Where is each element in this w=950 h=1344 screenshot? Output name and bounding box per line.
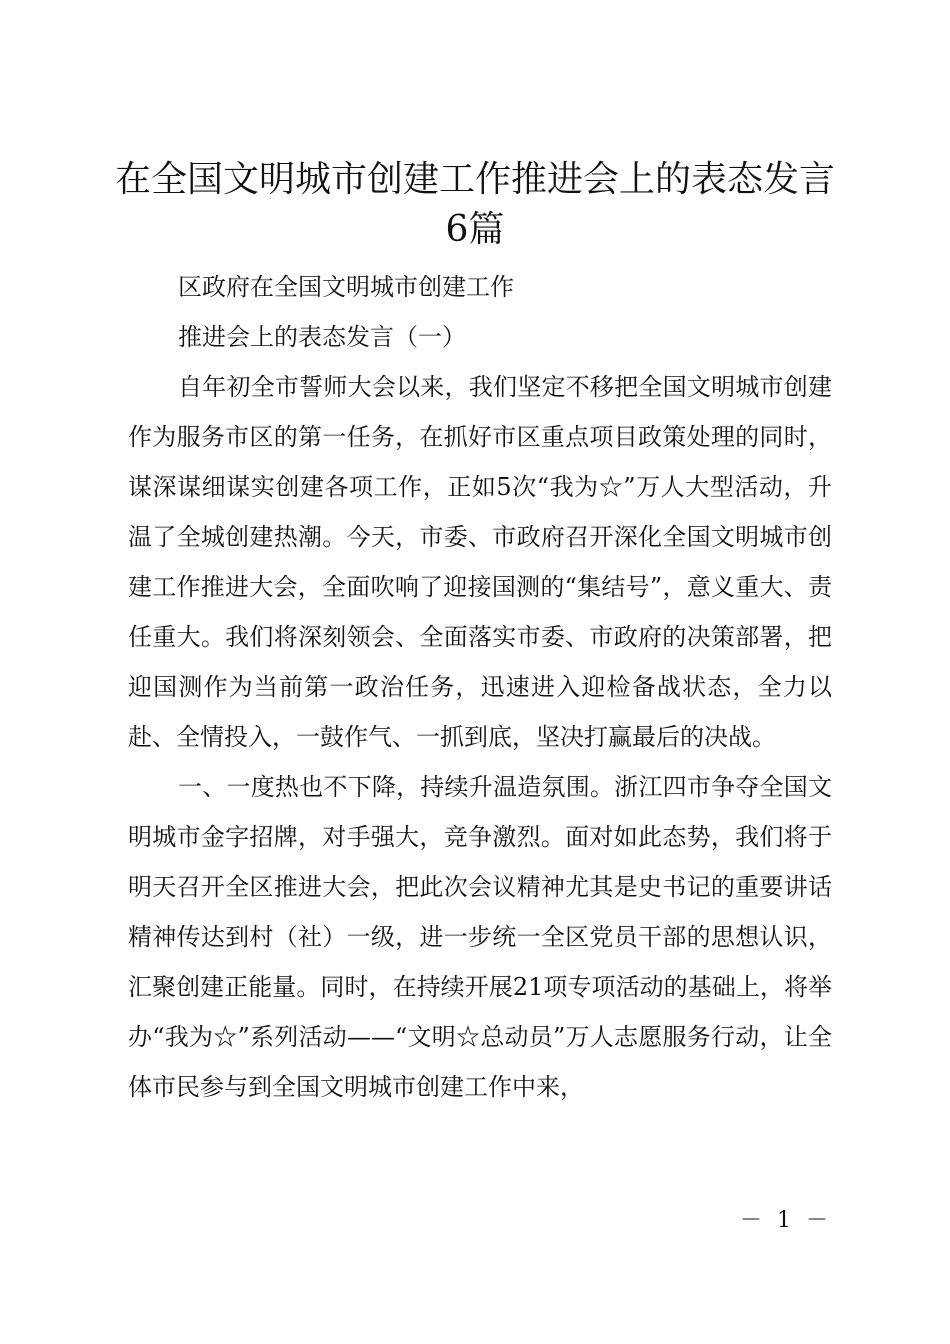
page-number: － 1 － <box>740 1208 832 1233</box>
document-title-line-2: 6篇 <box>445 209 505 250</box>
body-paragraph: 一、一度热也不下降，持续升温造氛围。浙江四市争夺全国文明城市金字招牌，对手强大，竞争激烈。面对如此态势，我们将于明天召开全区推进大会，把此次会议精神尤其是史书记的重要讲话精神传达到村（社）一级，进一步统一全区党员干部的思想认识，汇聚创建正能量。同时，在持续开展21项专项活动的基础上，将举办“我为☆”系列活动——“文明☆总动员”万人志愿服务行动，让全体市民参与到全国文明城市创建工作中来， <box>128 773 832 1101</box>
document-title-line-1: 在全国文明城市创建工作推进会上的表态发言 <box>114 159 835 200</box>
body-paragraph: 自年初全市誓师大会以来，我们坚定不移把全国文明城市创建作为服务市区的第一任务，在抓好市区重点项目政策处理的同时，谋深谋细谋实创建各项工作，正如5次“我为☆”万人大型活动，升温了全城创建热潮。今天，市委、市政府召开深化全国文明城市创建工作推进大会，全面吹响了迎接国测的“集结号”，意义重大、责任重大。我们将深刻领会、全面落实市委、市政府的决策部署，把迎国测作为当前第一政治任务，迅速进入迎检备战状态，全力以赴、全情投入，一鼓作气、一抓到底，坚决打赢最后的决战。 <box>128 373 832 751</box>
subtitle-line-1: 区政府在全国文明城市创建工作 <box>178 273 514 301</box>
document-body <box>128 262 832 1112</box>
subtitle-line-2: 推进会上的表态发言（一） <box>178 323 466 351</box>
